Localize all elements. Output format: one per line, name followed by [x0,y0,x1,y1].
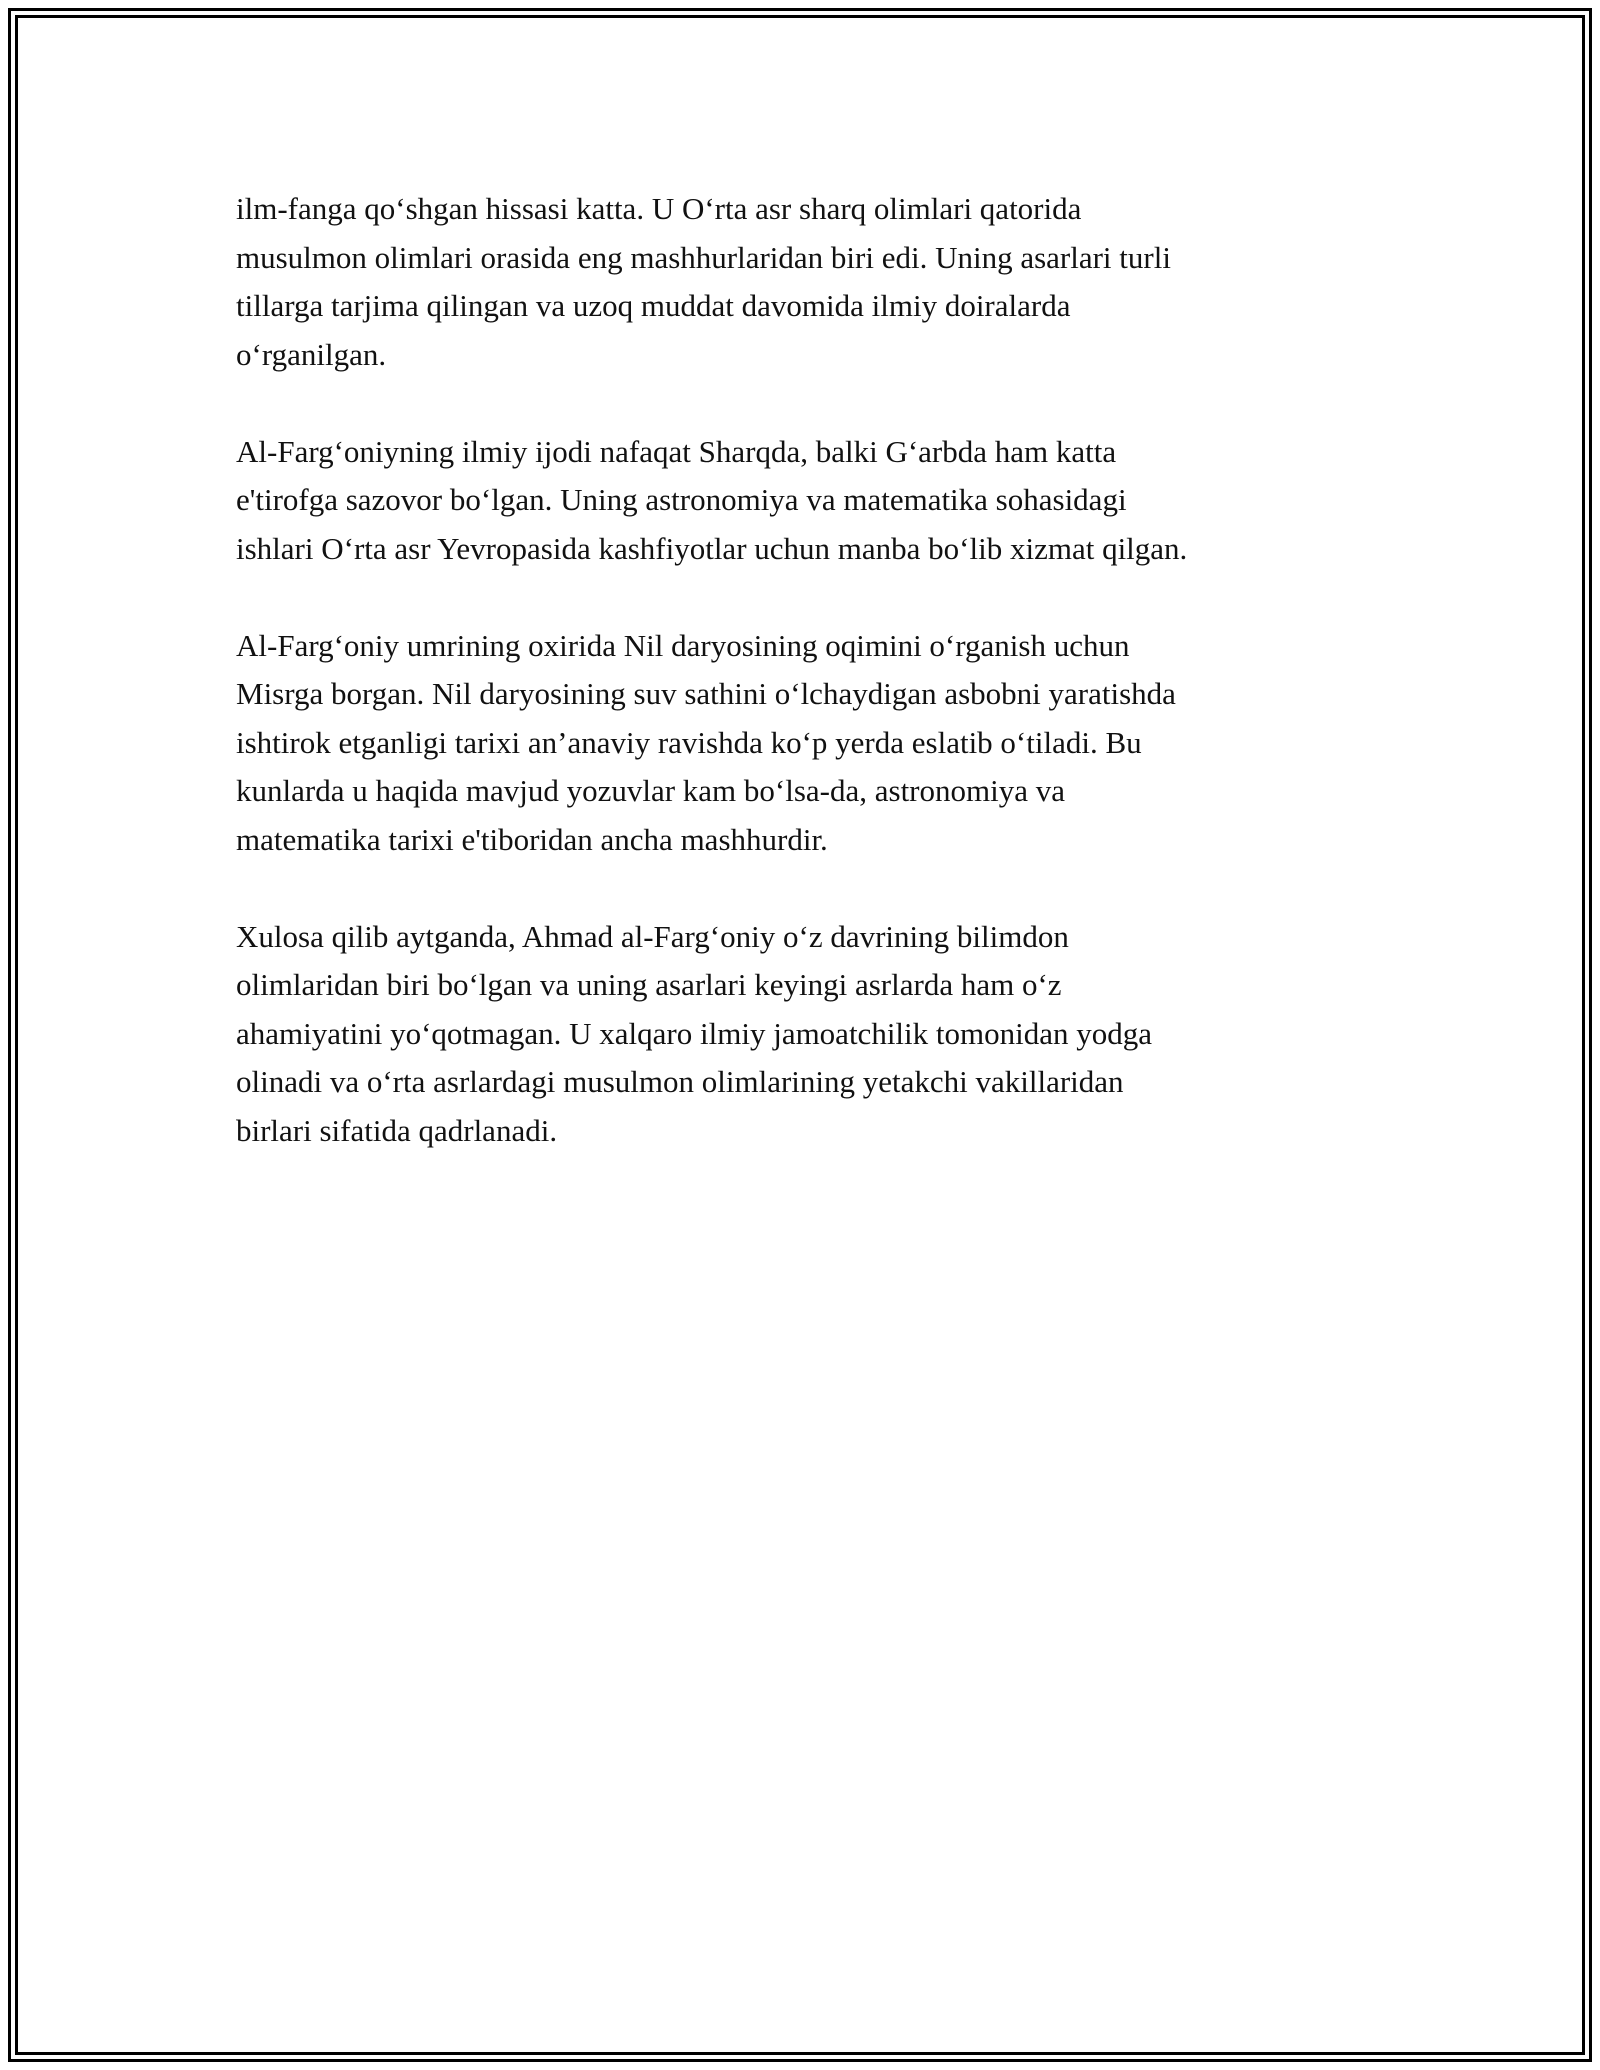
paragraph-3 [236,622,1386,865]
text-line: tillarga tarjima qilingan va uzoq muddat davomida ilmiy doiralarda [236,288,1071,323]
text-line: musulmon olimlari orasida eng mashhurlaridan biri edi. Uning asarlari turli [236,239,1171,275]
paragraph-1 [236,185,1386,379]
text-line: e'tirofga sazovor bo‘lgan. Uning astronomiya va matematika sohasidagi [236,482,1127,517]
text-line: Al-Farg‘oniyning ilmiy ijodi nafaqat Sharqda, balki G‘arbda ham katta [236,433,1117,469]
text-line: olinadi va o‘rta asrlardagi musulmon olimlarining yetakchi vakillaridan [236,1064,1124,1099]
paragraph-2 [236,428,1386,574]
text-line: olimlaridan biri bo‘lgan va uning asarlari keyingi asrlarda ham o‘z [236,967,1062,1002]
paragraph-4 [236,913,1386,1156]
text-line: Xulosa qilib aytganda, Ahmad al-Farg‘oniy o‘z davrining bilimdon [236,918,1069,954]
text-line: matematika tarixi e'tiboridan ancha mashhurdir. [236,821,828,857]
document-body [236,185,1386,1204]
text-line: kunlarda u haqida mavjud yozuvlar kam bo‘lsa-da, astronomiya va [236,773,1065,808]
text-line: Misrga borgan. Nil daryosining suv sathini o‘lchaydigan asbobni yaratishda [236,676,1176,711]
text-line: Al-Farg‘oniy umrining oxirida Nil daryosining oqimini o‘rganish uchun [236,627,1130,663]
text-line: birlari sifatida qadrlanadi. [236,1112,558,1148]
text-line: ishtirok etganligi tarixi an’anaviy ravishda ko‘p yerda eslatib o‘tiladi. Bu [236,724,1142,760]
text-line: ilm-fanga qo‘shgan hissasi katta. U O‘rta asr sharq olimlari qatorida [236,191,1082,226]
text-line: o‘rganilgan. [236,336,387,372]
text-line: ishlari O‘rta asr Yevropasida kashfiyotlar uchun manba bo‘lib xizmat qilgan. [236,530,1188,566]
text-line: ahamiyatini yo‘qotmagan. U xalqaro ilmiy jamoatchilik tomonidan yodga [236,1015,1153,1051]
